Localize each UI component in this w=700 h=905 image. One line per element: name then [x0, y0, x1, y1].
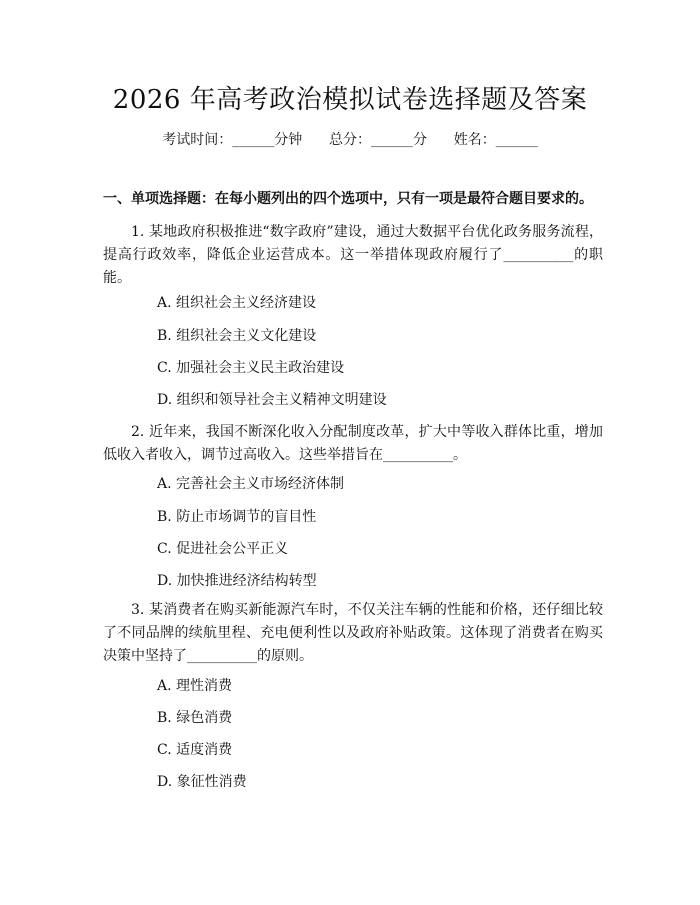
- section-heading: 一、单项选择题：在每小题列出的四个选项中，只有一项是最符合题目要求的。: [103, 191, 593, 207]
- exam-info-line: 考试时间：______分钟 总分：______分 姓名：______: [162, 132, 538, 148]
- page-title: 2026 年高考政治模拟试卷选择题及答案: [112, 85, 588, 115]
- question-3-option-b: B. 绿色消费: [157, 710, 233, 726]
- question-2-option-c: C. 促进社会公平正义: [157, 541, 289, 557]
- question-1-option-c: C. 加强社会主义民主政治建设: [157, 360, 345, 376]
- question-1-option-b: B. 组织社会主义文化建设: [157, 328, 317, 344]
- question-1-option-d: D. 组织和领导社会主义精神文明建设: [157, 392, 387, 408]
- question-3: 3. 某消费者在购买新能源汽车时，不仅关注车辆的性能和价格，还仔细比较了不同品牌的续航里程、充电便利性以及政府补贴政策。这体现了消费者在购买决策中坚持了__________的原则。: [103, 602, 603, 664]
- question-3-option-c: C. 适度消费: [157, 742, 233, 758]
- question-2: 2. 近年来，我国不断深化收入分配制度改革，扩大中等收入群体比重，增加低收入者收入，调节过高收入。这些举措旨在__________。: [103, 424, 603, 463]
- question-2-option-a: A. 完善社会主义市场经济体制: [157, 476, 345, 492]
- question-3-option-a: A. 理性消费: [157, 678, 233, 694]
- question-2-option-d: D. 加快推进经济结构转型: [157, 573, 317, 589]
- question-3-option-d: D. 象征性消费: [157, 774, 247, 790]
- question-1-option-a: A. 组织社会主义经济建设: [157, 295, 317, 311]
- question-1: 1. 某地政府积极推进“数字政府”建设，通过大数据平台优化政务服务流程，提高行政效率，降低企业运营成本。这一举措体现政府履行了__________的职能。: [103, 224, 603, 286]
- question-2-option-b: B. 防止市场调节的盲目性: [157, 509, 317, 525]
